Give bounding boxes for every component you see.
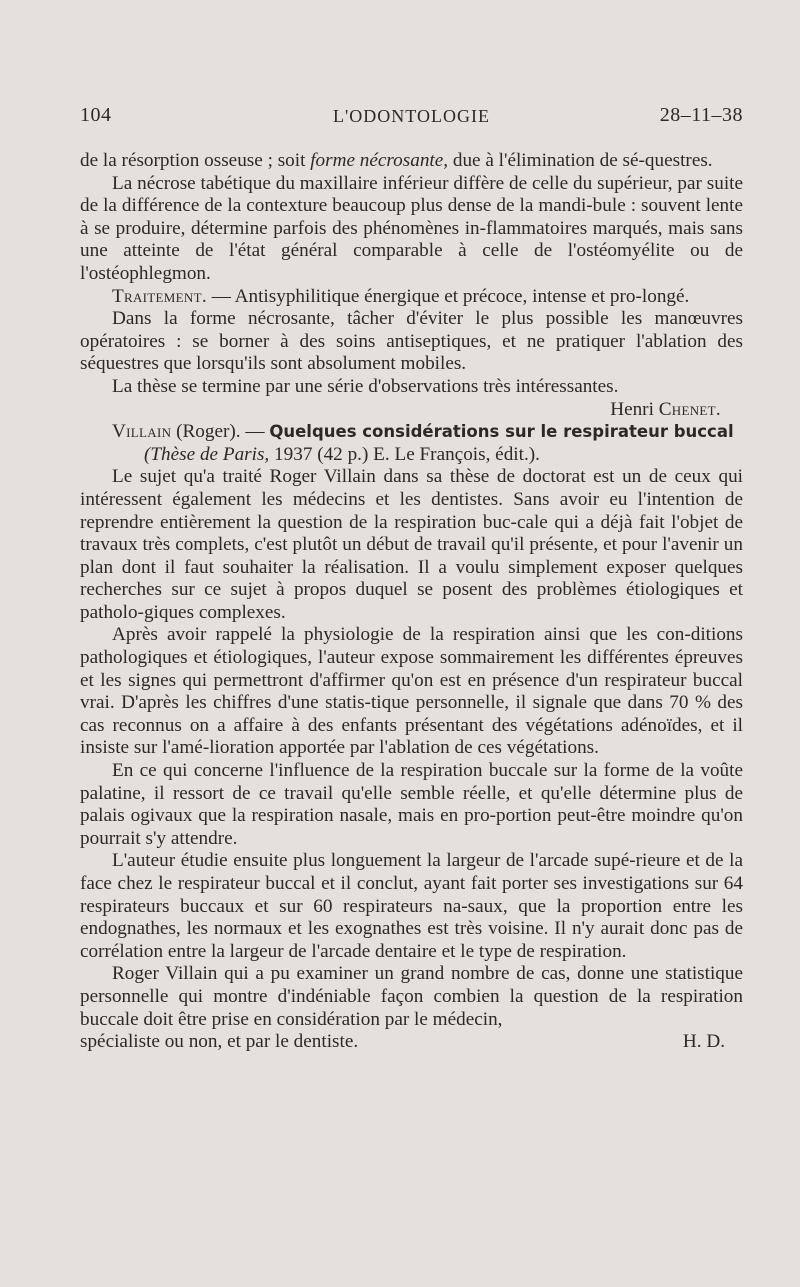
body-text xyxy=(80,150,743,1054)
section-label: Traitement. xyxy=(112,285,207,307)
paragraph: La thèse se termine par une série d'observations très intéressantes. xyxy=(112,375,619,397)
paragraph: de la résorption osseuse ; soit forme nécrosante, due à l'élimination de sé-questres. xyxy=(80,150,713,171)
signature: Henri Chenet. xyxy=(610,398,721,420)
paragraph-treatment: Traitement. — Antisyphilitique énergique et précoce, intense et pro-longé. xyxy=(112,285,690,307)
paragraph: L'auteur étudie ensuite plus longuement la largeur de l'arcade supé-rieure et de la face chez le respirateur buccal et il conclut, ayant fait porter ses investigations sur 64 respirateurs buccaux et sur 60 respirateurs na-saux, que la proportion entre les endognathes, les normaux et les exognathes est très voisine. Il n'y aurait donc pas de corrélation entre la largeur de l'arcade dentaire et le type de respiration. xyxy=(80,850,743,962)
signature: H. D. xyxy=(682,1031,725,1053)
review-heading: Villain (Roger). — Quelques considérations sur le respirateur buccal (Thèse de Paris, 1937 (42 p.) E. Le François, édit.). xyxy=(80,421,743,466)
paragraph: Après avoir rappelé la physiologie de la respiration ainsi que les con-ditions pathologiques et étiologiques, l'auteur expose sommairement les différentes épreuves et les signes qui permettront d'affirmer qu'on est en présence d'un respirateur buccal vrai. D'après les chiffres d'une statis-tique personnelle, il signale que dans 70 % des cas reconnus on a affaire à des enfants présentant des végétations adénoïdes, et il insiste sur l'amé-lioration apportée par l'ablation de ces végétations. xyxy=(80,624,743,759)
review-title: Quelques considérations sur le respirateur buccal xyxy=(269,422,734,442)
page-number: 104 xyxy=(80,104,112,126)
paragraph: La nécrose tabétique du maxillaire inférieur diffère de celle du supérieur, par suite de la différence de la contexture beaucoup plus dense de la mandi-bule : souvent lente à se produire, détermine parfois des phénomènes in-flammatoires marqués, mais sans une atteinte de l'état général comparable à celle de l'ostéomyélite ou de l'ostéophlegmon. xyxy=(80,172,743,284)
paragraph: En ce qui concerne l'influence de la respiration buccale sur la forme de la voûte palatine, il ressort de ce travail qu'elle semble réelle, et qu'elle détermine plus de palais ogivaux que la respiration nasale, mais en pro-portion peut-être moindre qu'on pourrait s'y attendre. xyxy=(80,760,743,849)
running-head xyxy=(80,104,743,136)
paragraph: Roger Villain qui a pu examiner un grand nombre de cas, donne une statistique personnelle qui montre d'indéniable façon combien la question de la respiration buccale doit être prise en considération par le médecin, xyxy=(80,963,743,1030)
author-name: Villain xyxy=(112,421,172,443)
paragraph: Dans la forme nécrosante, tâcher d'éviter le plus possible les manœuvres opératoires : se borner à des soins antiseptiques, et ne pratiquer l'ablation des séquestres que lorsqu'ils sont absolument mobiles. xyxy=(80,308,743,375)
paragraph: Le sujet qu'a traité Roger Villain dans sa thèse de doctorat est un de ceux qui intéressent également les médecins et les dentistes. Sans avoir eu l'intention de reprendre entièrement la question de la respiration buc-cale qui a déjà fait l'objet de travaux très complets, c'est plutôt un début de travail qu'il présente, et pour l'avenir un plan dont il faut souhaiter la réalisation. Il a voulu simplement exposer quelques recherches sur ce sujet à propos duquel se posent des problèmes étiologiques et patholo-giques complexes. xyxy=(80,466,743,623)
issue-date: 28–11–38 xyxy=(659,104,743,126)
bibliographic-reference: (Thèse de Paris, 1937 (42 p.) E. Le François, édit.). xyxy=(144,443,540,465)
journal-title: L'ODONTOLOGIE xyxy=(333,106,490,126)
closing-line: spécialiste ou non, et par le dentiste. H. D. xyxy=(80,1031,725,1053)
